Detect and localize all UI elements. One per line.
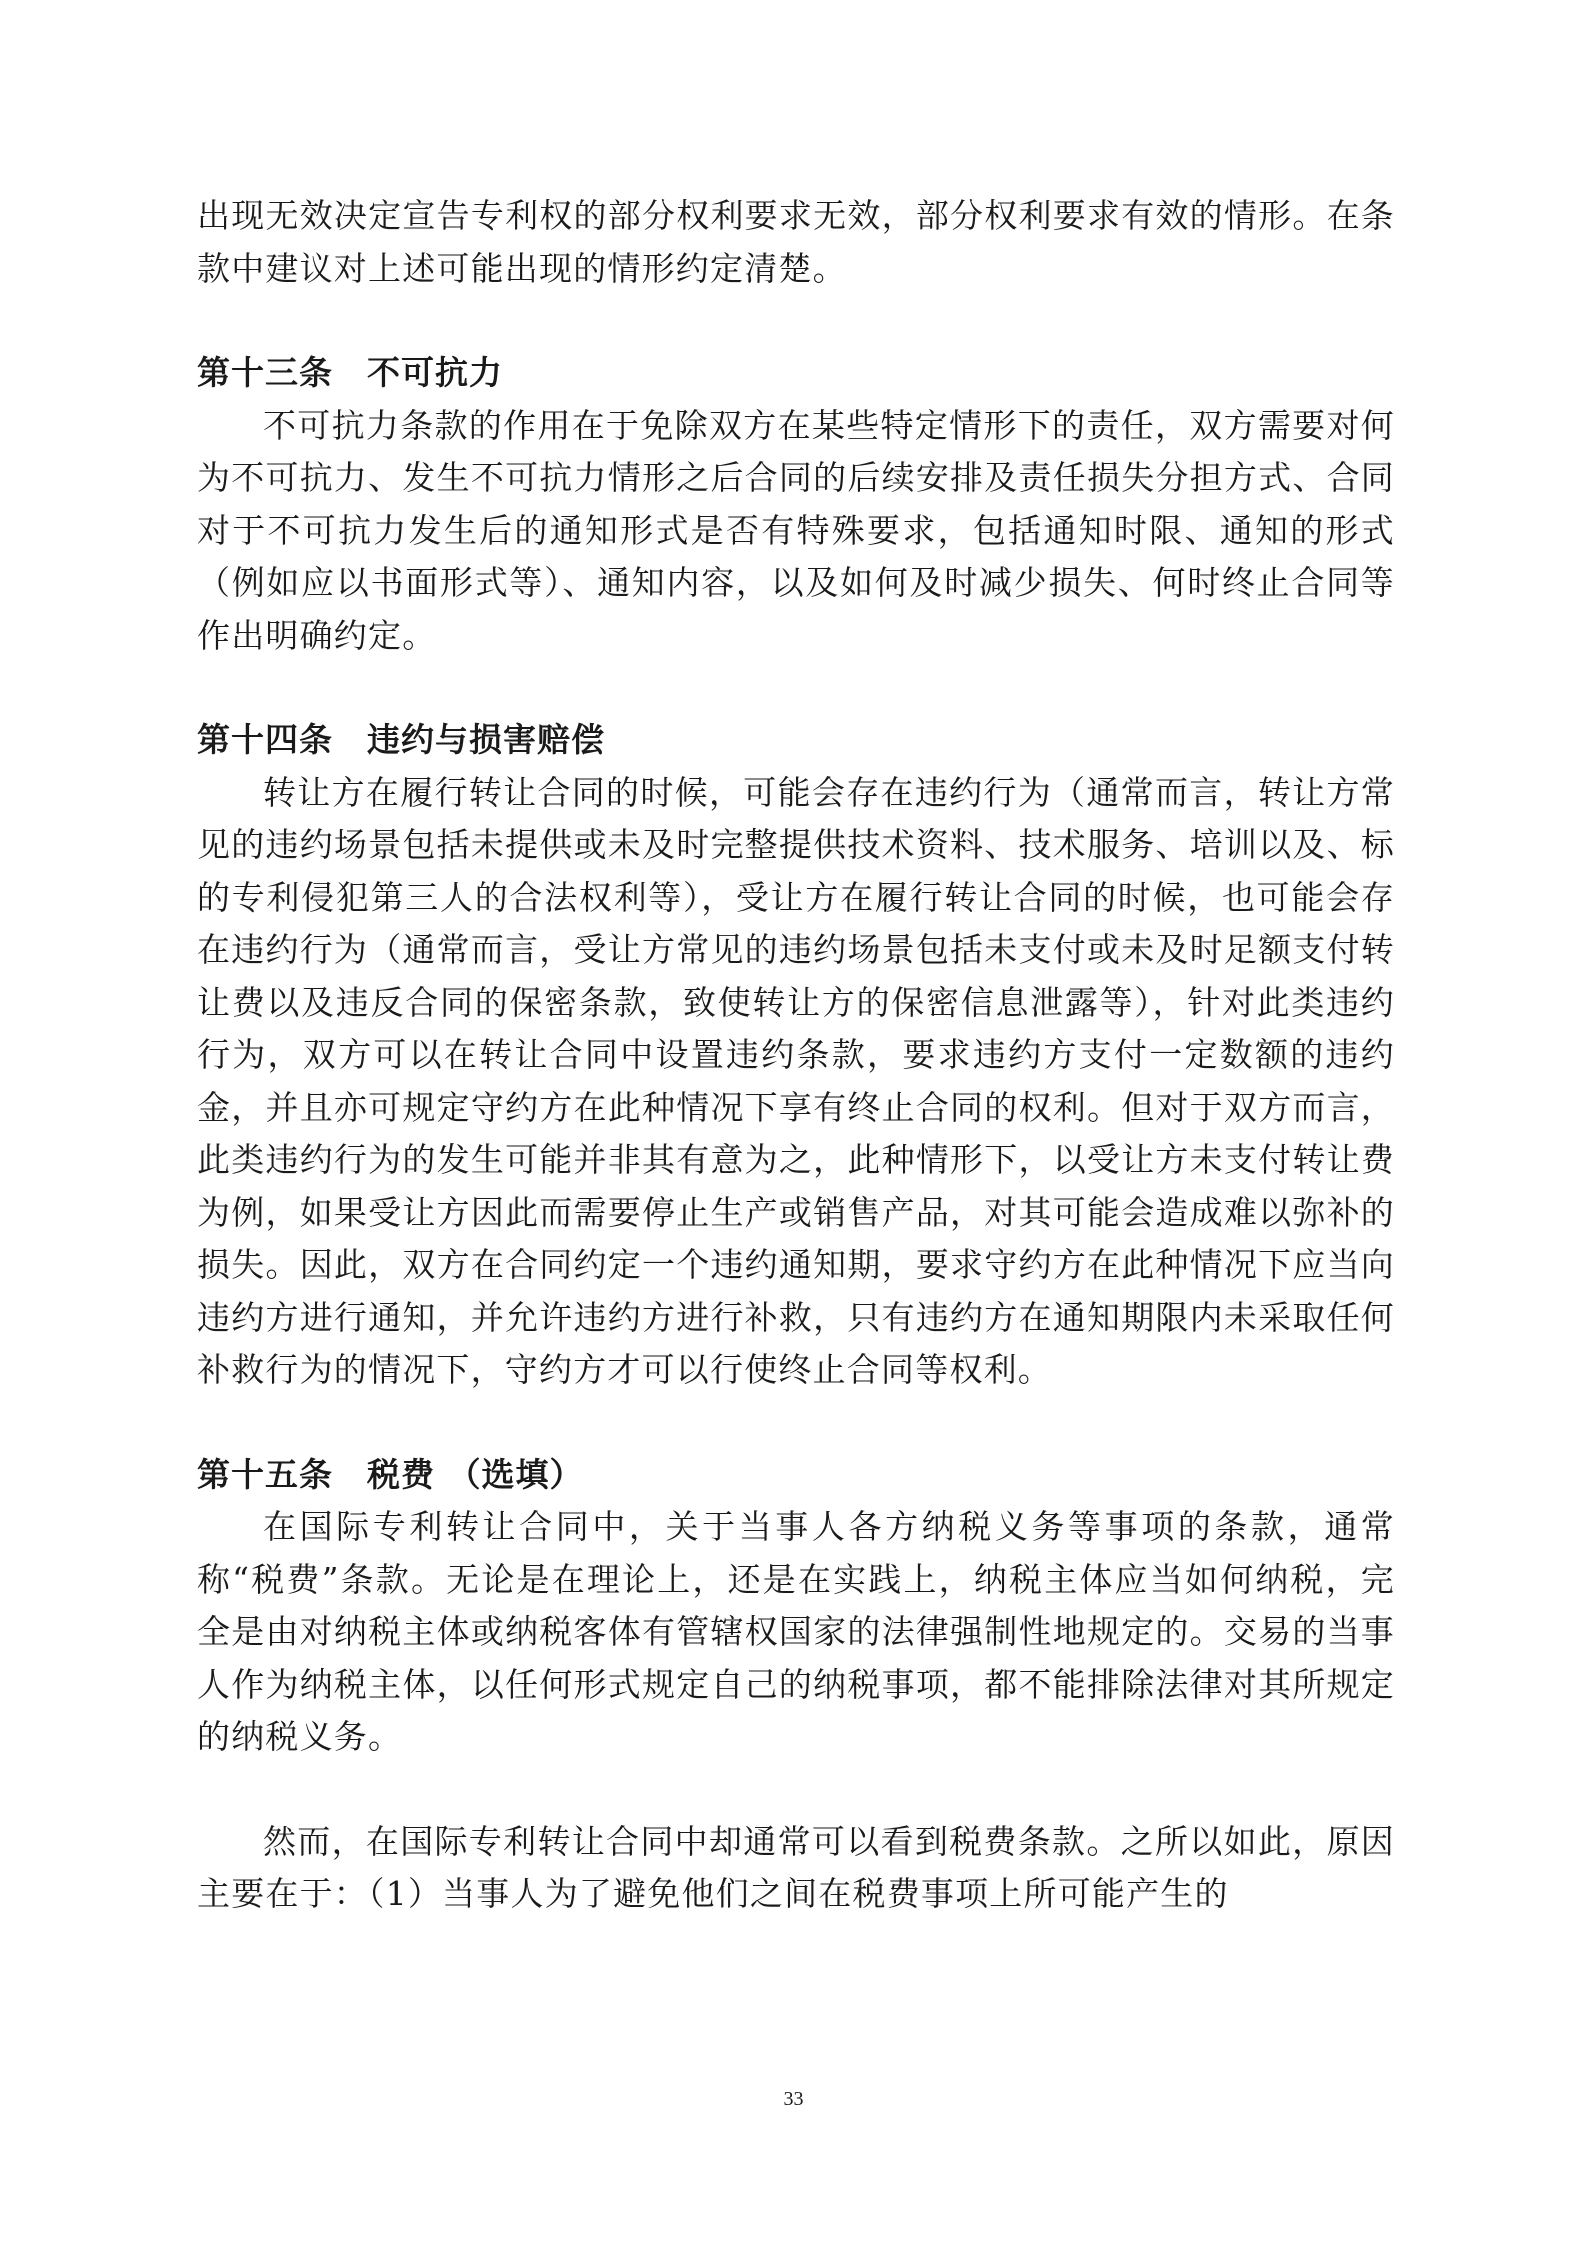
section-breach-damages <box>197 714 1395 1397</box>
section-heading: 第十三条 不可抗力 <box>197 353 503 392</box>
section-paragraph: 在国际专利转让合同中，关于当事人各方纳税义务等事项的条款，通常称“税费”条款。无论是在理论上，还是在实践上，纳税主体应当如何纳税，完全是由对纳税主体或纳税客体有管辖权国家的法律强制性地规定的。交易的当事人作为纳税主体，以任何形式规定自己的纳税事项，都不能排除法律对其所规定的纳税义务。 <box>197 1507 1395 1756</box>
section-gap <box>197 1397 1395 1449</box>
section-paragraph: 转让方在履行转让合同的时候，可能会存在违约行为（通常而言，转让方常见的违约场景包括未提供或未及时完整提供技术资料、技术服务、培训以及、标的专利侵犯第三人的合法权利等），受让方在履行转让合同的时候，也可能会存在违约行为（通常而言，受让方常见的违约场景包括未支付或未及时足额支付转让费以及违反合同的保密条款，致使转让方的保密信息泄露等），针对此类违约行为，双方可以在转让合同中设置违约条款，要求违约方支付一定数额的违约金，并且亦可规定守约方在此种情况下享有终止合同的权利。但对于双方而言，此类违约行为的发生可能并非其有意为之，此种情形下，以受让方未支付转让费为例，如果受让方因此而需要停止生产或销售产品，对其可能会造成难以弥补的损失。因此，双方在合同约定一个违约通知期，要求守约方在此种情况下应当向违约方进行通知，并允许违约方进行补救，只有违约方在通知期限内未采取任何补救行为的情况下，守约方才可以行使终止合同等权利。 <box>197 772 1395 1389</box>
section-heading: 第十五条 税费 （选填） <box>197 1454 584 1494</box>
section-gap <box>197 295 1395 347</box>
section-force-majeure <box>197 347 1395 662</box>
section-gap <box>197 662 1395 714</box>
intro-paragraph: 出现无效决定宣告专利权的部分权利要求无效，部分权利要求有效的情形。在条款中建议对上述可能出现的情形约定清楚。 <box>197 196 1395 288</box>
document-body <box>197 190 1395 1921</box>
section-paragraph: 然而，在国际专利转让合同中却通常可以看到税费条款。之所以如此，原因主要在于：（1）当事人为了避免他们之间在税费事项上所可能产生的 <box>197 1821 1395 1913</box>
page-number: 33 <box>783 2088 804 2110</box>
paragraph-gap <box>197 1764 1395 1816</box>
section-paragraph: 不可抗力条款的作用在于免除双方在某些特定情形下的责任，双方需要对何为不可抗力、发生不可抗力情形之后合同的后续安排及责任损失分担方式、合同对于不可抗力发生后的通知形式是否有特殊要求，包括通知时限、通知的形式（例如应以书面形式等）、通知内容，以及如何及时减少损失、何时终止合同等作出明确约定。 <box>197 405 1395 655</box>
section-heading: 第十四条 违约与损害赔偿 <box>197 720 605 759</box>
section-taxes <box>197 1449 1395 1921</box>
